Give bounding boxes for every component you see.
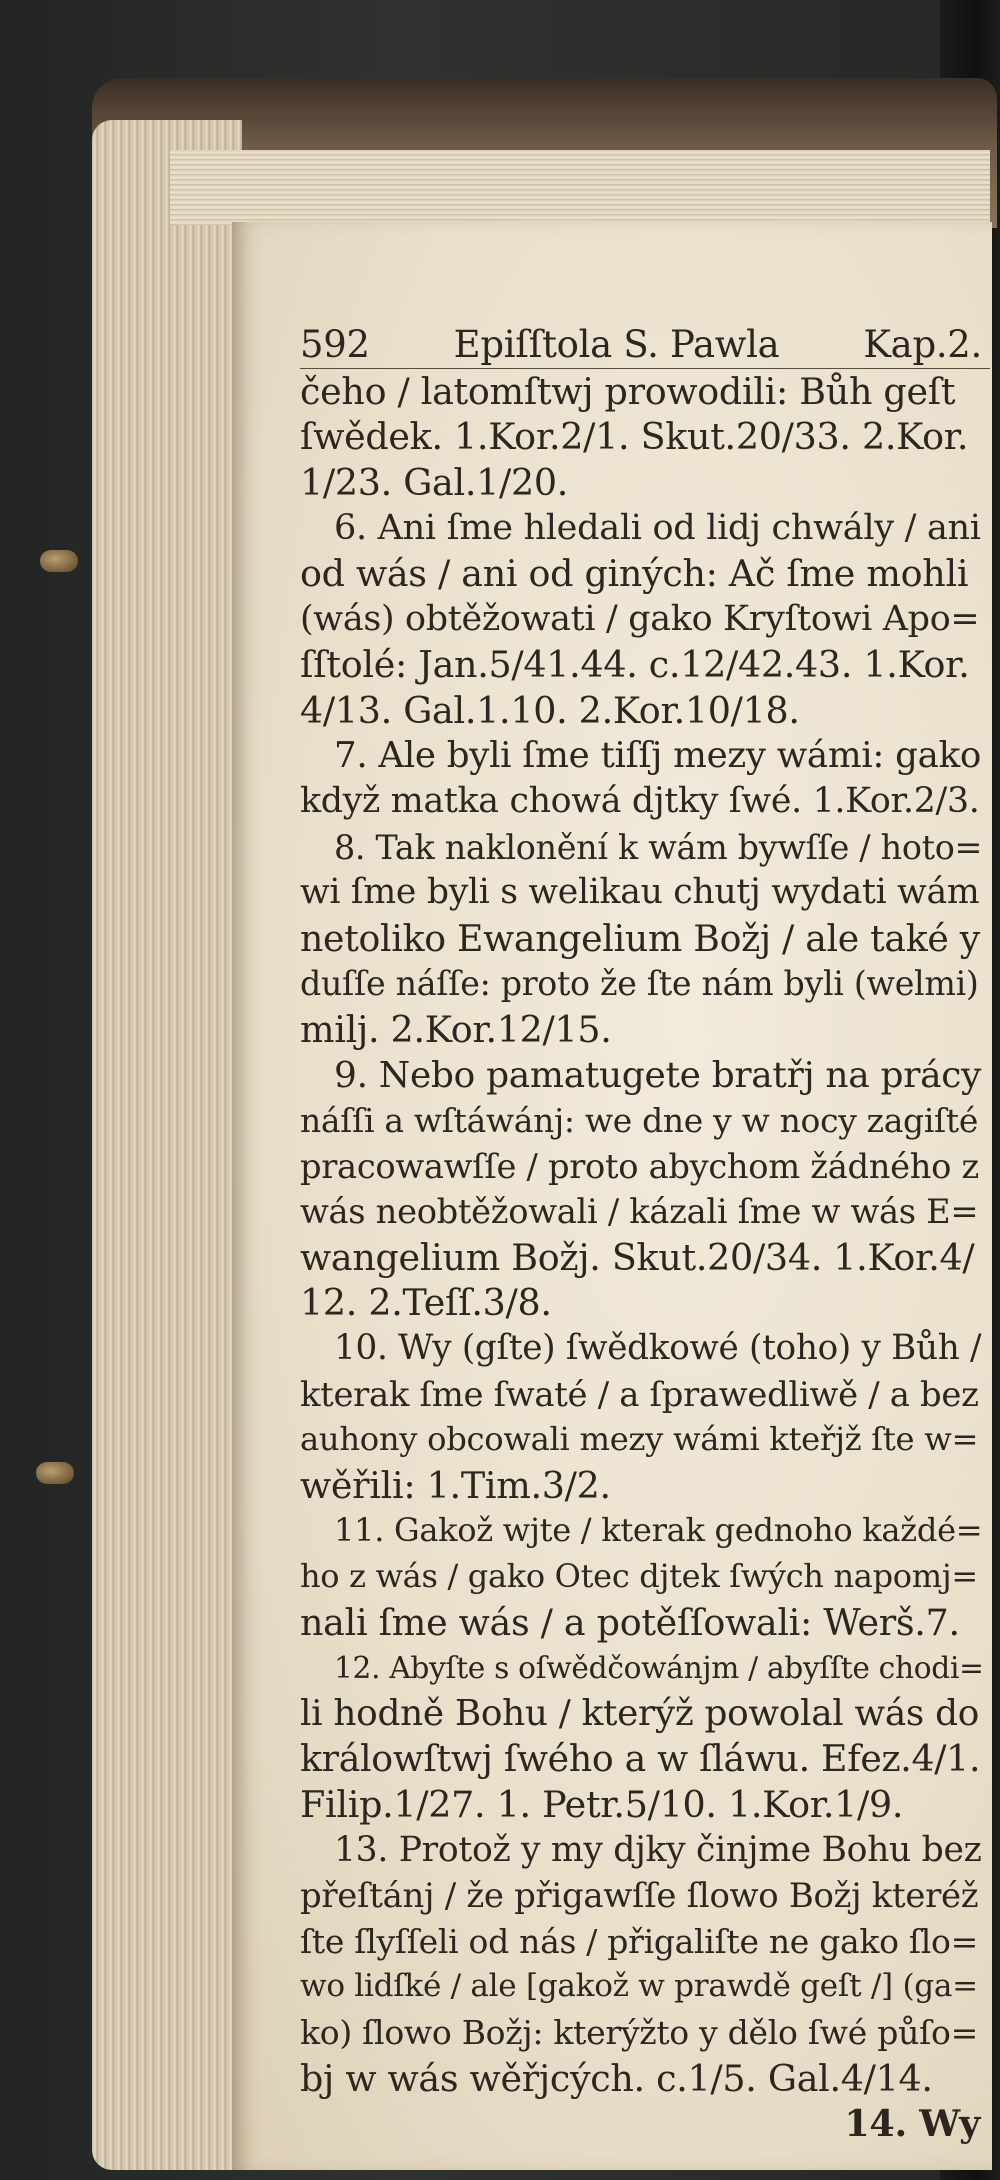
text-line: náſſi a wſtáwánj: we dne y w nocy zagiſté (300, 1101, 979, 1141)
text-line: (wás) obtěžowati / gako Kryſtowi Apo= (300, 598, 980, 639)
text-line: ſte ſlyſſeli od nás / přigaliſte ne gako ſlo= (300, 1921, 978, 1961)
text-line: čeho / latomſtwj prowodili: Bůh geſt (300, 369, 956, 413)
text-line: kterak ſme ſwaté / a ſprawedliwě / a bez (300, 1374, 979, 1414)
verse-13-start: 13. Protož y my djky činjme Bohu bez (334, 1829, 982, 1870)
text-line: wangelium Božj. Skut.20/34. 1.Kor.4/ (300, 1235, 975, 1279)
text-line: nali ſme wás / a potěſſowali: Werš.7. (300, 1600, 960, 1644)
text-line: 12. 2.Teſſ.3/8. (300, 1281, 552, 1325)
text-line: od wás / ani od giných: Ač ſme mohli (300, 551, 969, 595)
text-line: wás neobtěžowali / kázali ſme w wás E= (300, 1192, 979, 1232)
verse-11-start: 11. Gakož wjte / kterak gednoho každé= (334, 1511, 983, 1550)
text-line: wo lidſké / ale [gakož w prawdě geſt /] (ga= (300, 1968, 978, 2005)
text-line: 4/13. Gal.1.10. 2.Kor.10/18. (300, 688, 800, 732)
verse-9-start: 9. Nebo pamatugete bratřj na prácy (334, 1054, 982, 1096)
text-line: bj w wás wěřjcých. c.1/5. Gal.4/14. (300, 2056, 933, 2100)
page-number: 592 (300, 323, 370, 366)
text-line: netoliko Ewangelium Božj / ale také y (300, 916, 980, 960)
text-line: wěřili: 1.Tim.3/2. (300, 1463, 611, 1507)
clasp-pin-lower (36, 1462, 74, 1484)
text-line: auhony obcowali mezy wámi kteřjž ſte w= (300, 1420, 979, 1459)
text-line: ho z wás / gako Otec djtek ſwých napomj= (300, 1557, 978, 1596)
text-line: 1/23. Gal.1/20. (300, 460, 569, 504)
verse-7-start: 7. Ale byli ſme tiſſj mezy wámi: gako (334, 735, 982, 777)
text-line: Filip.1/27. 1. Petr.5/10. 1.Kor.1/9. (300, 1783, 904, 1826)
running-header (300, 322, 990, 369)
text-line: když matka chowá djtky ſwé. 1.Kor.2/3. (300, 780, 980, 821)
text-line: li hodně Bohu / kterýž powolal wás do (300, 1692, 980, 1734)
verse-8-start: 8. Tak naklonění k wám bywſſe / hoto= (334, 827, 983, 867)
page-stack-top (170, 150, 990, 225)
page-text (300, 322, 990, 2147)
text-line: králowſtwj ſwého a w ſláwu. Efez.4/1. (300, 1737, 981, 1781)
text-line: přeſtánj / že přigawſſe ſlowo Božj kteréž (300, 1876, 979, 1916)
chapter-label: Kap.2. (863, 323, 982, 366)
catchword: 14. Wy (844, 2102, 980, 2146)
verse-12-start: 12. Abyſte s oſwědčowánjm / abyſſte chodi= (334, 1650, 984, 1686)
verse-10-start: 10. Wy (gſte) ſwědkowé (toho) y Bůh / (334, 1328, 982, 1369)
text-line: ko) ſlowo Božj: kterýžto y dělo ſwé půſo= (300, 2012, 978, 2052)
text-line: pracowawſſe / proto abychom žádného z (300, 1146, 979, 1186)
text-line: duſſe náſſe: proto že ſte nám byli (welmi) (300, 964, 979, 1004)
text-line: milj. 2.Kor.12/15. (300, 1007, 612, 1051)
verse-6-start: 6. Ani ſme hledali od lidj chwály / ani (334, 507, 981, 549)
clasp-pin-upper (40, 550, 78, 572)
text-line: ſſtolé: Jan.5/41.44. c.12/42.43. 1.Kor. (300, 643, 970, 687)
running-title: Epiſſtola S. Pawla (453, 323, 780, 366)
page-stack-left (92, 120, 242, 2170)
text-line: ſwědek. 1.Kor.2/1. Skut.20/33. 2.Kor. (300, 415, 969, 459)
text-line: wi ſme byli s welikau chutj wydati wám (300, 872, 980, 913)
